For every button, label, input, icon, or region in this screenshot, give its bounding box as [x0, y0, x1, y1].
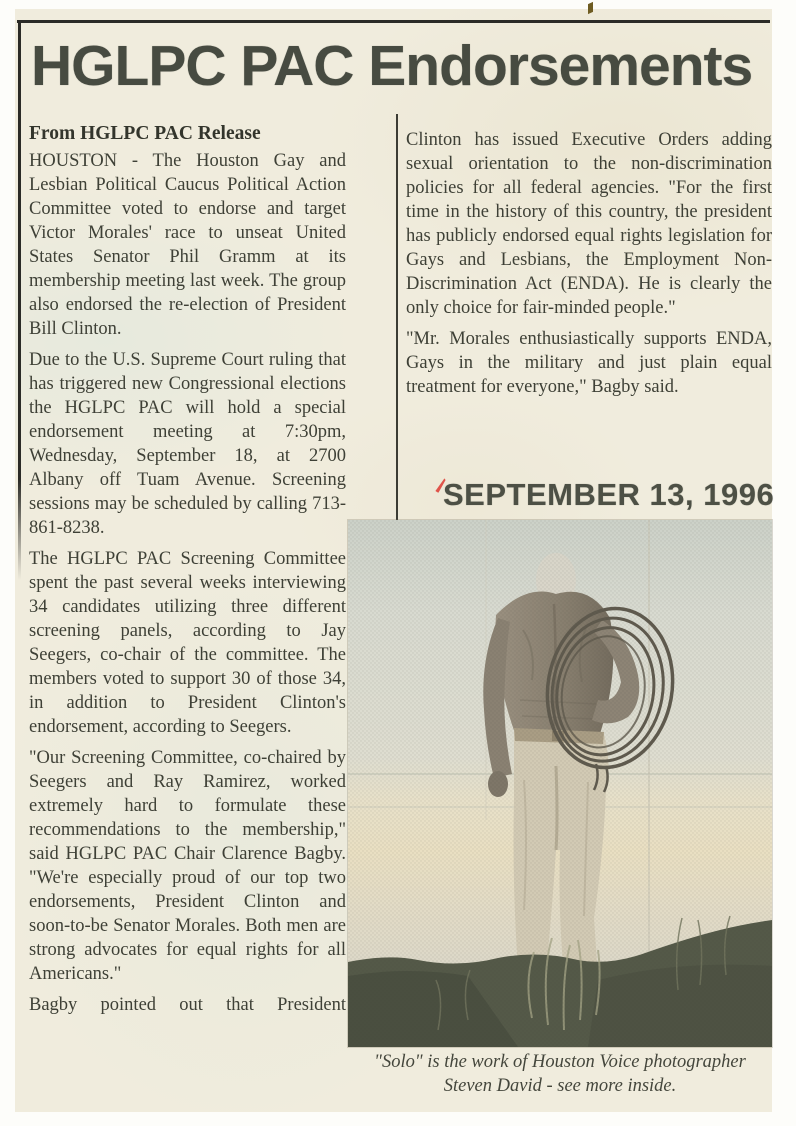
article-paragraph: Clinton has issued Executive Orders adding sexual orientation to the non-discrimination policies for all federal agencies. "For the first time in the history of this country, the president has publicly endorsed equal rights legislation for Gays and Lesbians, the Employment Non-Discrimination Act (ENDA). He is clearly the only choice for fair-minded people.": [406, 130, 772, 318]
article-paragraph: "Our Screening Committee, co-chaired by Seegers and Ray Ramirez, worked extremely hard to formulate these recommendations to the membership," said HGLPC PAC Chair Clarence Bagby. "We're especially proud of our top two endorsements, President Clinton and soon-to-be Senator Morales. Both men are strong advocates for equal rights for all Americans.": [29, 748, 346, 984]
article-paragraph: "Mr. Morales enthusiastically supports ENDA, Gays in the military and just plain equal treatment for everyone," Bagby said.: [406, 329, 772, 397]
right-column: [406, 128, 772, 406]
byline-lead-in: From HGLPC PAC Release: [29, 123, 261, 144]
newspaper-clipping: [15, 9, 775, 1112]
article-paragraph: The HGLPC PAC Screening Committee spent the past several weeks interviewing 34 candidates utilizing three different screening panels, according to Jay Seegers, co-chair of the committee. The members voted to support 30 of those 34, in addition to President Clinton's endorsement, according to Seegers.: [29, 549, 346, 737]
left-border-rule: [18, 20, 21, 580]
top-border-rule: [17, 20, 770, 23]
photo-solo-cowboy-with-lasso: [348, 520, 772, 1047]
left-column: [29, 122, 346, 1024]
article-paragraph-continued: Bagby pointed out that President: [29, 995, 346, 1015]
date-headline-text: SEPTEMBER 13, 1996: [443, 477, 775, 512]
headline: HGLPC PAC Endorsements: [31, 34, 753, 98]
date-headline: [443, 477, 774, 513]
column-divider-rule: [396, 114, 398, 521]
photo-caption: "Solo" is the work of Houston Voice photographer Steven David - see more inside.: [374, 1052, 746, 1096]
ink-speck: [588, 2, 593, 14]
article-paragraph: Due to the U.S. Supreme Court ruling that has triggered new Congressional elections the HGLPC PAC will hold a special endorsement meeting at 7:30pm, Wednesday, September 18, at 2700 Albany off Tuam Avenue. Screening sessions may be scheduled by calling 713-861-8238.: [29, 350, 346, 538]
article-paragraph: HOUSTON - The Houston Gay and Lesbian Political Caucus Political Action Committee voted to endorse and target Victor Morales' race to unseat United States Senator Phil Gramm at its membership meeting last week. The group also endorsed the re-election of President Bill Clinton.: [29, 151, 346, 339]
